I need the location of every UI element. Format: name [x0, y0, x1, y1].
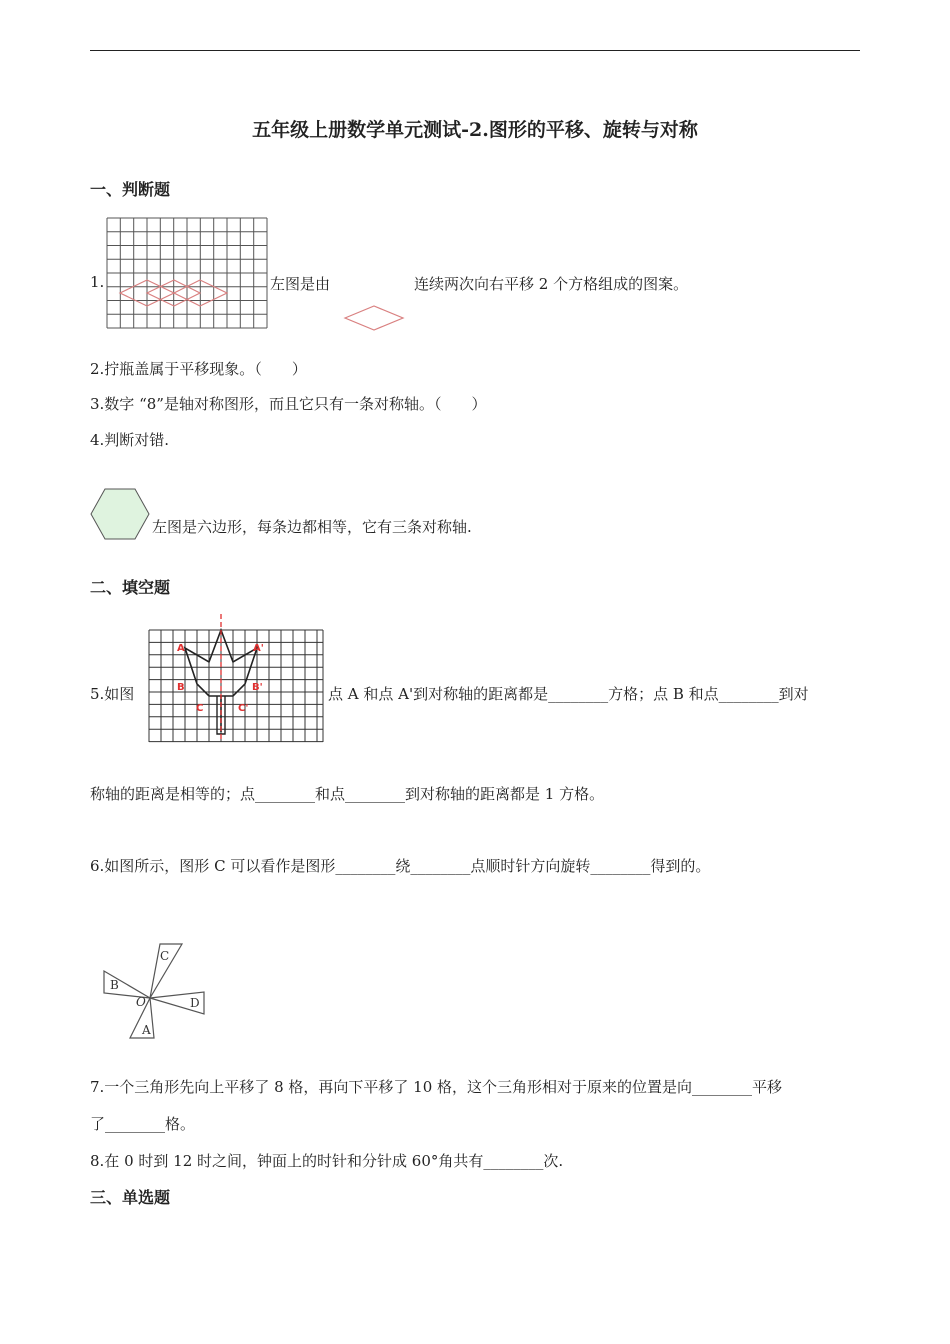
label-fig-c: C	[160, 949, 170, 963]
label-b: B	[177, 682, 185, 693]
q1-number: 1.	[90, 273, 105, 291]
page-title: 五年级上册数学单元测试-2.图形的平移、旋转与对称	[252, 119, 698, 141]
section-heading-single-choice: 三、单选题	[90, 1188, 171, 1207]
q3-text: 3.数字 “8”是轴对称图形，而且它只有一条对称轴。（ ）	[90, 395, 487, 413]
q8-text: 8.在 0 时到 12 时之间，钟面上的时针和分针成 60°角共有________次.	[90, 1152, 564, 1170]
label-fig-b: B	[110, 978, 119, 992]
label-a-prime: A'	[253, 643, 264, 654]
q1-text-pre: 左图是由	[270, 275, 331, 293]
label-c-prime: C'	[238, 703, 249, 714]
q5-number: 5.如图	[90, 685, 135, 703]
q4-text: 4.判断对错.	[90, 431, 170, 449]
top-rule	[90, 50, 860, 51]
q2-text: 2.拧瓶盖属于平移现象。（ ）	[90, 360, 307, 378]
section-heading-judgement: 一、判断题	[90, 180, 171, 199]
q6-rotation-figure	[92, 938, 212, 1044]
q7-text-line1: 7.一个三角形先向上平移了 8 格，再向下平移了 10 格，这个三角形相对于原来的位置是向________平移	[90, 1078, 783, 1096]
label-fig-d: D	[190, 996, 200, 1010]
q1-rhombus-icon	[343, 304, 405, 332]
q7-text-line2: 了________格。	[90, 1115, 196, 1133]
hexagon-figure	[90, 488, 150, 540]
label-b-prime: B'	[252, 682, 263, 693]
q5-text-line1: 点 A 和点 A'到对称轴的距离都是________方格；点 B 和点________到对	[328, 685, 809, 703]
label-c: C	[196, 703, 204, 714]
section-heading-fill: 二、填空题	[90, 578, 171, 597]
q5-leaf-figure	[146, 614, 326, 742]
label-fig-a: A	[142, 1023, 151, 1037]
q5-text-line2: 称轴的距离是相等的；点________和点________到对称轴的距离都是 1 方格。	[90, 785, 605, 803]
q1-grid-figure	[107, 218, 267, 330]
label-a: A	[177, 643, 185, 654]
q6-text: 6.如图所示，图形 C 可以看作是图形________绕________点顺时针方向旋转________得到的。	[90, 857, 711, 875]
q4-statement: 左图是六边形，每条边都相等，它有三条对称轴.	[152, 518, 472, 536]
label-fig-o: O	[136, 995, 146, 1009]
q1-text-post: 连续两次向右平移 2 个方格组成的图案。	[414, 275, 689, 293]
